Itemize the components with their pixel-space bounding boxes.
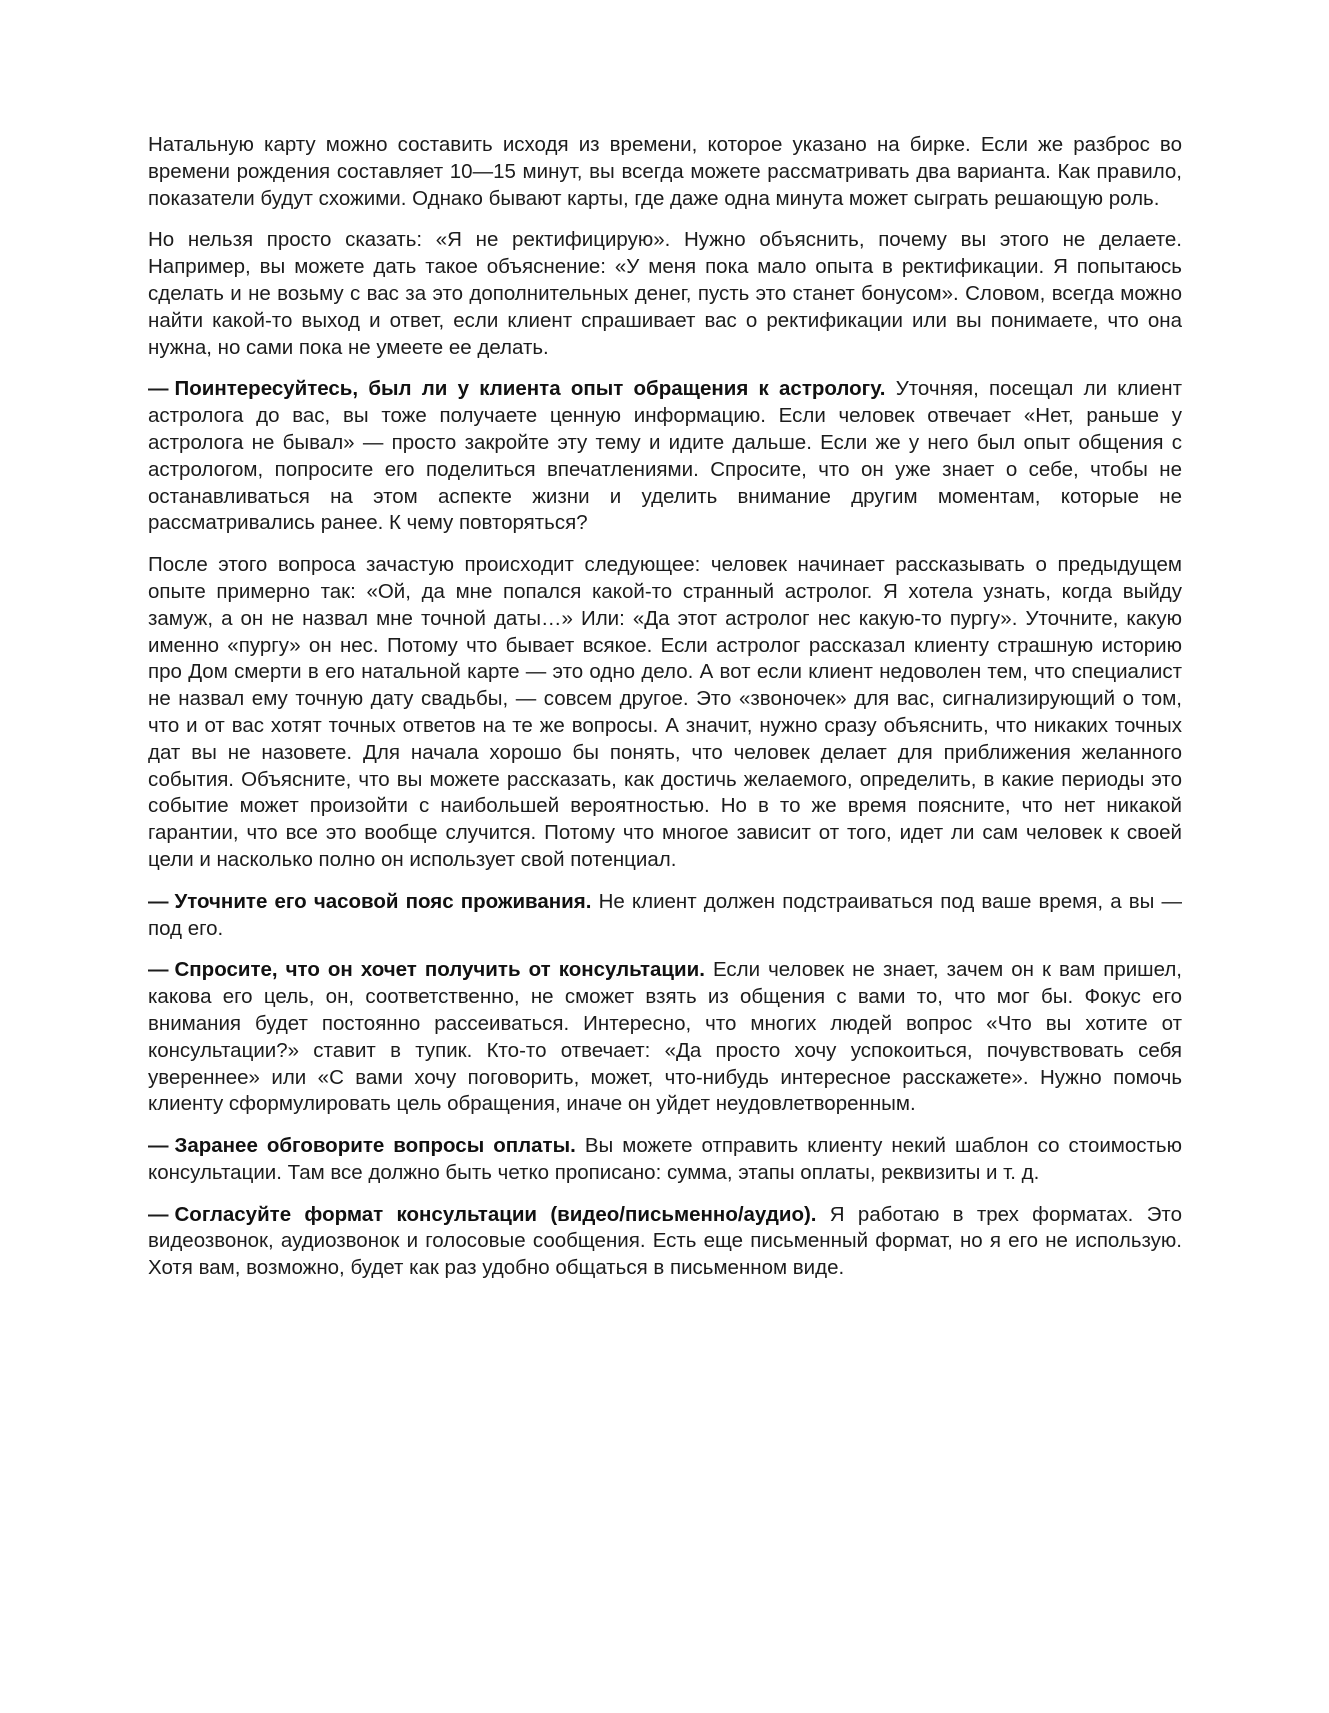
item-lead-bold: Согласуйте формат консультации (видео/письменно/аудио). <box>174 1202 817 1226</box>
em-dash-bullet: — <box>148 1202 169 1226</box>
item-lead-bold: Поинтересуйтесь, был ли у клиента опыт обращения к астрологу. <box>174 377 886 401</box>
item-body: Не клиент должен подстраиваться под ваше время, а вы — под его. <box>148 889 1182 940</box>
list-item-timezone <box>148 889 1182 943</box>
paragraph-after-question: После этого вопроса зачастую происходит следующее: человек начинает рассказывать о предыдущем опыте примерно так: «Ой, да мне попался какой-то странный астролог. Я хотела узнать, когда выйду замуж, а он не назвал мне точной даты…» Или: «Да этот астролог нес какую-то пургу». Уточните, какую именно «пургу» он нес. Потому что бывает всякое. Если астролог рассказал клиенту страшную историю про Дом смерти в его натальной карте — это одно дело. А вот если клиент недоволен тем, что специалист не назвал ему точную дату свадьбы, — совсем другое. Это «звоночек» для вас, сигнализирующий о том, что и от вас хотят точных ответов на те же вопросы. А значит, нужно сразу объяснить, что никаких точных дат вы не назовете. Для начала хорошо бы понять, что человек делает для приближения желанного события. Объясните, что вы можете рассказать, как достичь желаемого, определить, в какие периоды это событие может произойти с наибольшей вероятностью. Но в то же время поясните, что нет никакой гарантии, что все это вообще случится. Потому что многое зависит от того, идет ли сам человек к своей цели и насколько полно он использует свой потенциал. <box>148 553 1182 871</box>
em-dash-bullet: — <box>148 958 169 982</box>
item-body: Если человек не знает, зачем он к вам пришел, какова его цель, он, соответственно, не сможет взять из общения с вами то, что мог бы. Фокус его внимания будет постоянно рассеиваться. Интересно, что многих людей вопрос «Что вы хотите от консультации?» ставит в тупик. Кто-то отвечает: «Да просто хочу успокоиться, почувствовать себя увереннее» или «С вами хочу поговорить, может, что-нибудь интересное расскажете». Нужно помочь клиенту сформулировать цель обращения, иначе он уйдет неудовлетворенным. <box>148 958 1182 1116</box>
em-dash-bullet: — <box>148 1134 169 1158</box>
item-body: Уточняя, посещал ли клиент астролога до вас, вы тоже получаете ценную информацию. Если человек отвечает «Нет, раньше у астролога не бывал» — просто закройте эту тему и идите дальше. Если же у него был опыт общения с астрологом, попросите его поделиться впечатлениями. Спросите, что он уже знает о себе, чтобы не останавливаться на этом аспекте жизни и уделить внимание другим моментам, которые не рассматривались ранее. К чему повторяться? <box>148 377 1182 535</box>
list-item-goal <box>148 957 1182 1118</box>
item-lead-bold: Уточните его часовой пояс проживания. <box>174 889 592 913</box>
item-body: Я работаю в трех форматах. Это видеозвонок, аудиозвонок и голосовые сообщения. Есть еще письменный формат, но я его не использую. Хотя вам, возможно, будет как раз удобно общаться в письменном виде. <box>148 1202 1182 1280</box>
em-dash-bullet: — <box>148 889 169 913</box>
document-page <box>148 132 1182 1297</box>
list-item-payment <box>148 1133 1182 1187</box>
item-lead-bold: Заранее обговорите вопросы оплаты. <box>174 1134 576 1158</box>
list-item-format <box>148 1202 1182 1282</box>
em-dash-bullet: — <box>148 377 169 401</box>
paragraph-rectification: Но нельзя просто сказать: «Я не ректифицирую». Нужно объяснить, почему вы этого не делаете. Например, вы можете дать такое объяснение: «У меня пока мало опыта в ректификации. Я попытаюсь сделать и не возьму с вас за это дополнительных денег, пусть это станет бонусом». Словом, всегда можно найти какой-то выход и ответ, если клиент спрашивает вас о ректификации или вы понимаете, что она нужна, но сами пока не умеете ее делать. <box>148 228 1182 359</box>
item-body: Вы можете отправить клиенту некий шаблон со стоимостью консультации. Там все должно быть четко прописано: сумма, этапы оплаты, реквизиты и т. д. <box>148 1134 1182 1184</box>
list-item-previous-astrologer <box>148 376 1182 537</box>
paragraph-natal-chart: Натальную карту можно составить исходя из времени, которое указано на бирке. Если же разброс во времени рождения составляет 10—15 минут, вы всегда можете рассматривать два варианта. Как правило, показатели будут схожими. Однако бывают карты, где даже одна минута может сыграть решающую роль. <box>148 133 1182 210</box>
item-lead-bold: Спросите, что он хочет получить от консультации. <box>174 958 705 982</box>
